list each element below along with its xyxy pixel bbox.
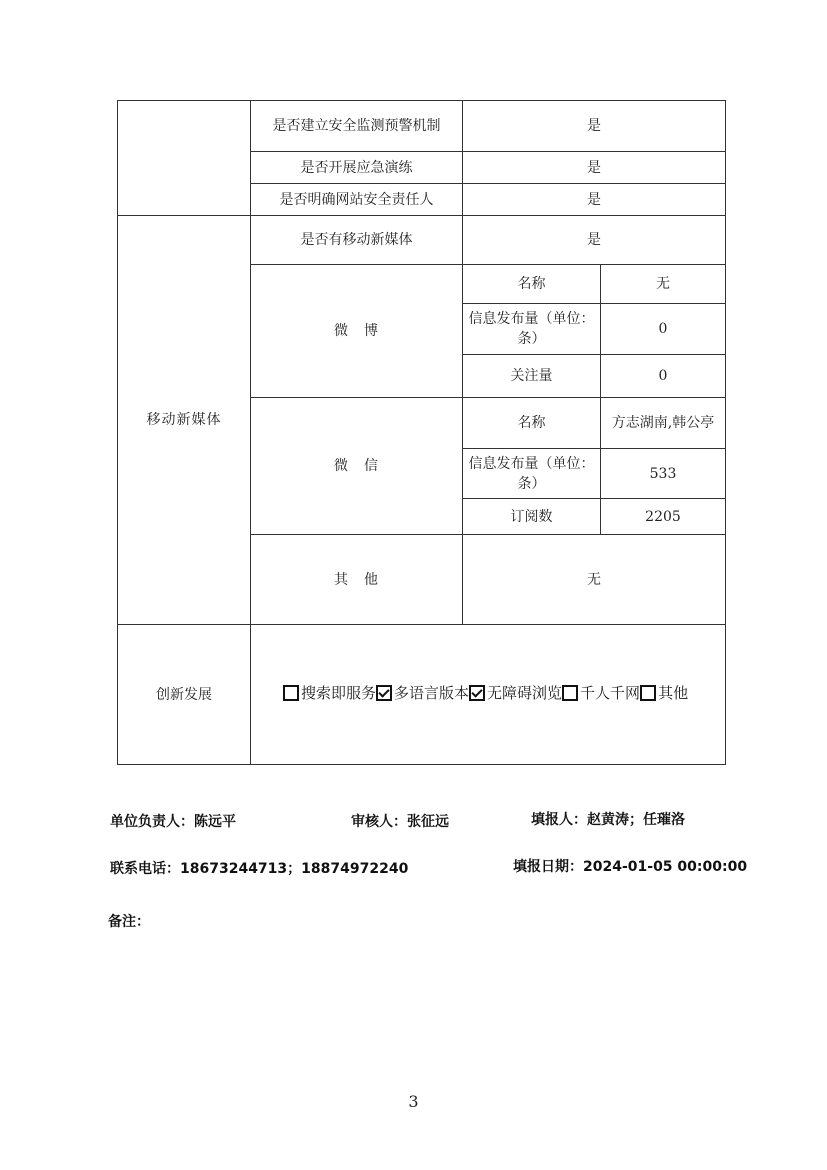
weibo-name-value: 无 [601,265,726,304]
page-number: 3 [408,1092,419,1111]
row-label: 是否明确网站安全责任人 [251,184,463,216]
option-accessibility[interactable] [469,683,562,703]
checkbox-checked-icon[interactable] [469,685,485,701]
weibo-follow-value: 0 [601,355,726,398]
weixin-name-value: 方志湖南,韩公亭 [601,398,726,449]
table-row [118,625,726,765]
weibo-posts-value: 0 [601,304,726,355]
has-mobile-media-label: 是否有移动新媒体 [251,216,463,265]
mobile-media-section-label: 移动新媒体 [118,216,251,625]
remarks: 备注： [108,914,150,930]
option-label: 多语言版本 [394,684,470,702]
checkbox-unchecked-icon[interactable] [640,685,656,701]
option-multilingual[interactable] [376,683,469,703]
section-cell-empty [118,101,251,216]
reviewer: 审核人：张征远 [351,814,449,830]
option-label: 无障碍浏览 [487,684,563,702]
other-label: 其 他 [251,535,463,625]
option-personalized[interactable] [562,683,640,703]
option-label: 其他 [658,684,689,702]
weixin-subscribe-value: 2205 [601,499,726,535]
weixin-name-label: 名称 [463,398,601,449]
innovation-label: 创新发展 [118,625,251,765]
checkbox-checked-icon[interactable] [376,685,392,701]
checkbox-unchecked-icon[interactable] [283,685,299,701]
row-value: 是 [463,152,726,184]
weibo-label: 微 博 [251,265,463,398]
weibo-name-label: 名称 [463,265,601,304]
contact-phone: 联系电话：18673244713；18874972240 [110,861,409,877]
has-mobile-media-value: 是 [463,216,726,265]
unit-head: 单位负责人：陈远平 [110,814,236,830]
weibo-posts-label: 信息发布量（单位：条） [463,304,601,355]
row-value: 是 [463,184,726,216]
option-other[interactable] [640,683,688,703]
weixin-subscribe-label: 订阅数 [463,499,601,535]
weixin-posts-label: 信息发布量（单位：条） [463,449,601,499]
row-value: 是 [463,101,726,152]
row-label: 是否建立安全监测预警机制 [251,101,463,152]
innovation-options [251,625,726,765]
row-label: 是否开展应急演练 [251,152,463,184]
report-table [117,100,726,765]
filler: 填报人：赵黄涛；任璀洛 [531,812,685,828]
option-label: 搜索即服务 [301,684,377,702]
weixin-posts-value: 533 [601,449,726,499]
option-search-as-service[interactable] [283,683,376,703]
other-value: 无 [463,535,726,625]
option-label: 千人千网 [580,684,641,702]
checkbox-unchecked-icon[interactable] [562,685,578,701]
table-row [118,101,726,152]
fill-date: 填报日期：2024-01-05 00:00:00 [513,859,748,875]
weibo-follow-label: 关注量 [463,355,601,398]
table-row [118,216,726,265]
weixin-label: 微 信 [251,398,463,535]
